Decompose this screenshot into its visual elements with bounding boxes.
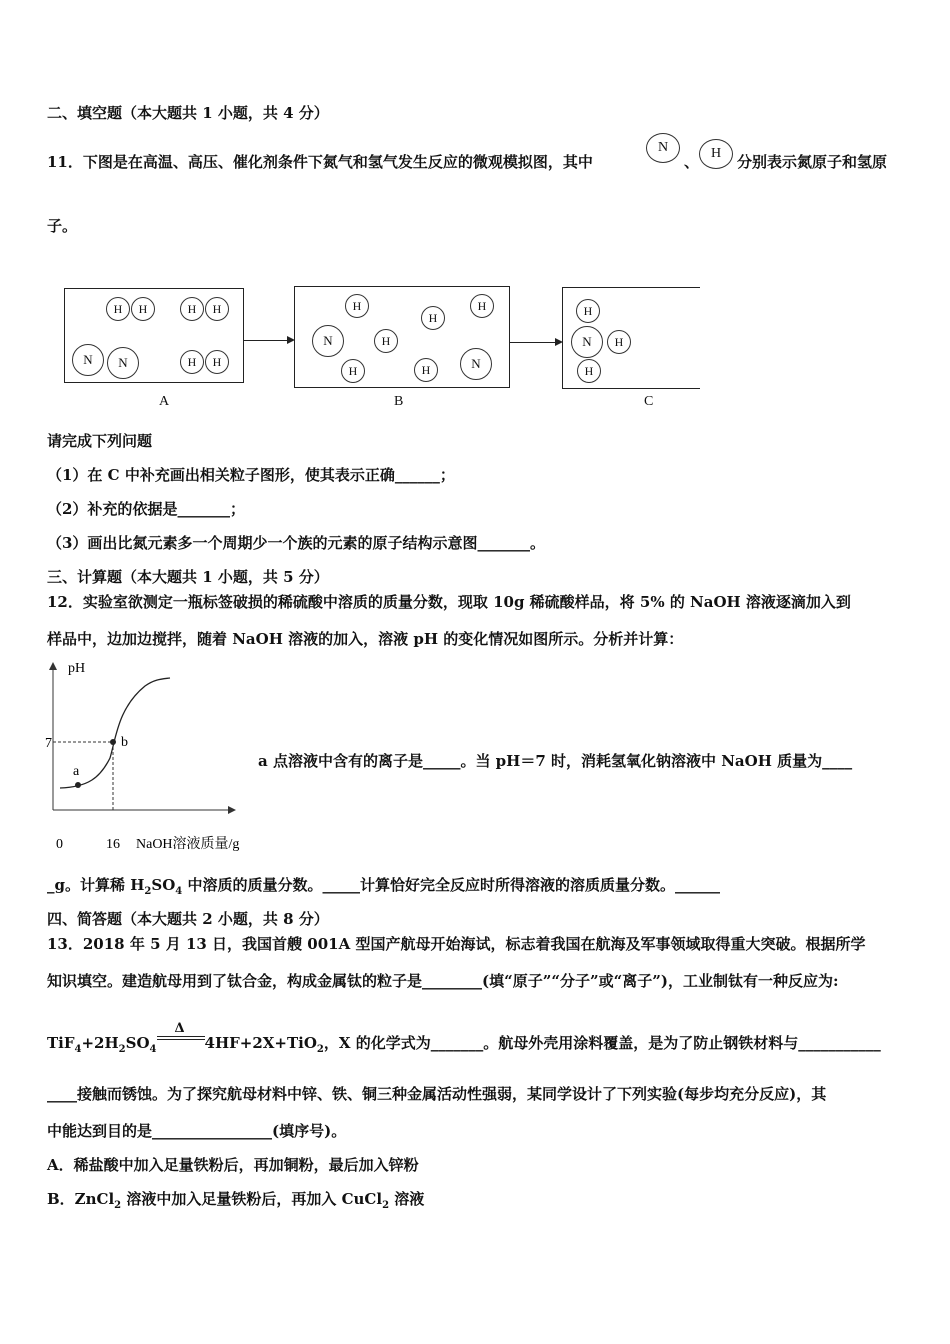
h-atom: H — [414, 358, 438, 382]
point-a — [75, 782, 81, 788]
n-atom: N — [312, 325, 344, 357]
q13-text-d: ____接触而锈蚀。为了探究航母材料中锌、铁、铜三种金属活动性强弱，某同学设计了下列实验(每步均充分反应)，其 — [47, 1085, 827, 1103]
q13-equation-line — [47, 1021, 881, 1060]
q11-text-a: 11．下图是在高温、高压、催化剂条件下氮气和氢气发生反应的微观模拟图，其中 — [47, 153, 593, 171]
q11-task-1: （1）在 C 中补充画出相关粒子图形，使其表示正确______； — [47, 466, 455, 484]
q11-intro: 请完成下列问题 — [47, 432, 153, 450]
n-atom: N — [571, 326, 603, 358]
eq-mid: +2H — [81, 1034, 119, 1052]
n-atom: N — [460, 348, 492, 380]
n-atom: N — [72, 344, 104, 376]
y-tick-7: 7 — [45, 736, 52, 751]
h-atom: H — [205, 350, 229, 374]
q11-sep: 、 — [684, 153, 700, 171]
x-tick-16: 16 — [106, 837, 120, 852]
label-a: A — [159, 394, 170, 409]
q11-task-2: （2）补充的依据是_______； — [47, 500, 245, 518]
y-label: pH — [68, 661, 86, 676]
h-atom: H — [470, 294, 494, 318]
point-b — [110, 739, 116, 745]
heat-symbol: Δ — [174, 1021, 185, 1036]
eq-right: 4HF+2X+TiO — [204, 1034, 317, 1052]
q12-text-b: 样品中，边加边搅拌，随着 NaOH 溶液的加入，溶液 pH 的变化情况如图所示。分析并计算： — [47, 630, 684, 648]
legend-h-atom: H — [699, 139, 733, 169]
q12-text-a: 12．实验室欲测定一瓶标签破损的稀硫酸中溶质的质量分数，现取 10g 稀硫酸样品，将 5% 的 NaOH 溶液逐滴加入到 — [47, 593, 851, 611]
opt-b-sub2: 2 — [382, 1200, 390, 1211]
q11-text-b: 分别表示氮原子和氢原 — [737, 153, 888, 171]
arrow-b-c — [509, 342, 561, 343]
q11-text — [47, 152, 593, 172]
ph-chart — [40, 660, 270, 855]
h-atom: H — [607, 330, 631, 354]
h-atom: H — [205, 297, 229, 321]
h-atom: H — [341, 359, 365, 383]
q12-text-c — [47, 875, 720, 902]
h-atom: H — [577, 359, 601, 383]
q12-sub2: 4 — [175, 886, 183, 897]
eq-line-top — [157, 1036, 205, 1037]
label-point-a: a — [73, 764, 80, 779]
x-tick-0: 0 — [56, 837, 63, 852]
legend-n-atom: N — [646, 133, 680, 163]
h-atom: H — [131, 297, 155, 321]
section4-title: 四、简答题（本大题共 2 小题，共 8 分） — [47, 910, 329, 928]
q13-text-c: ，X 的化学式为_______。航母外壳用涂料覆盖，是为了防止钢铁材料与___________ — [323, 1034, 881, 1052]
q12-c3: 中溶质的质量分数。_____计算恰好完全反应时所得溶液的溶质质量分数。______ — [182, 876, 720, 894]
h-atom: H — [106, 297, 130, 321]
h-atom: H — [421, 306, 445, 330]
opt-b-sub1: 2 — [114, 1200, 122, 1211]
y-axis-arrow — [49, 662, 57, 670]
q13-text-e: 中能达到目的是________________(填序号)。 — [47, 1122, 347, 1140]
opt-b3: 溶液 — [389, 1190, 425, 1208]
eq-line-bottom — [157, 1039, 205, 1040]
eq-sub1: 4 — [74, 1044, 82, 1055]
q12-c2: SO — [151, 876, 176, 894]
h-atom: H — [180, 350, 204, 374]
section3-title: 三、计算题（本大题共 1 小题，共 5 分） — [47, 568, 329, 586]
q12-sub1: 2 — [144, 886, 152, 897]
eq-condition — [157, 1021, 205, 1053]
label-point-b: b — [121, 735, 128, 750]
opt-b2: 溶液中加入足量铁粉后，再加入 CuCl — [121, 1190, 383, 1208]
x-label: NaOH溶液质量/g — [136, 837, 240, 852]
opt-b1: B．ZnCl — [47, 1190, 115, 1208]
h-atom: H — [180, 297, 204, 321]
label-c: C — [644, 394, 654, 409]
q13-option-b — [47, 1189, 424, 1216]
n-atom: N — [107, 347, 139, 379]
eq-left: TiF — [47, 1034, 75, 1052]
q11-text-c: 子。 — [47, 217, 78, 235]
label-b: B — [394, 394, 404, 409]
q12-side-text: a 点溶液中含有的离子是_____。当 pH＝7 时，消耗氢氧化钠溶液中 NaOH 质量为____ — [258, 752, 853, 770]
eq-sub3: 4 — [149, 1044, 157, 1055]
section2-title: 二、填空题（本大题共 1 小题，共 4 分） — [47, 104, 329, 122]
h-atom: H — [576, 299, 600, 323]
x-axis-arrow — [228, 806, 236, 814]
eq-so: SO — [125, 1034, 150, 1052]
q13-text-a: 13．2018 年 5 月 13 日，我国首艘 001A 型国产航母开始海试，标志着我国在航海及军事领域取得重大突破。根据所学 — [47, 935, 866, 953]
eq-sub4: 2 — [316, 1044, 324, 1055]
h-atom: H — [345, 294, 369, 318]
q13-option-a: A．稀盐酸中加入足量铁粉后，再加铜粉，最后加入锌粉 — [47, 1156, 419, 1174]
q13-text-b: 知识填空。建造航母用到了钛合金，构成金属钛的粒子是________(填“原子”“分子”或“离子”)，工业制钛有一种反应为: — [47, 972, 839, 990]
h-atom: H — [374, 329, 398, 353]
arrow-a-b — [243, 340, 293, 341]
eq-sub2: 2 — [118, 1044, 126, 1055]
q12-c1: _g。计算稀 H — [47, 876, 145, 894]
q11-task-3: （3）画出比氮元素多一个周期少一个族的元素的原子结构示意图_______。 — [47, 534, 545, 552]
